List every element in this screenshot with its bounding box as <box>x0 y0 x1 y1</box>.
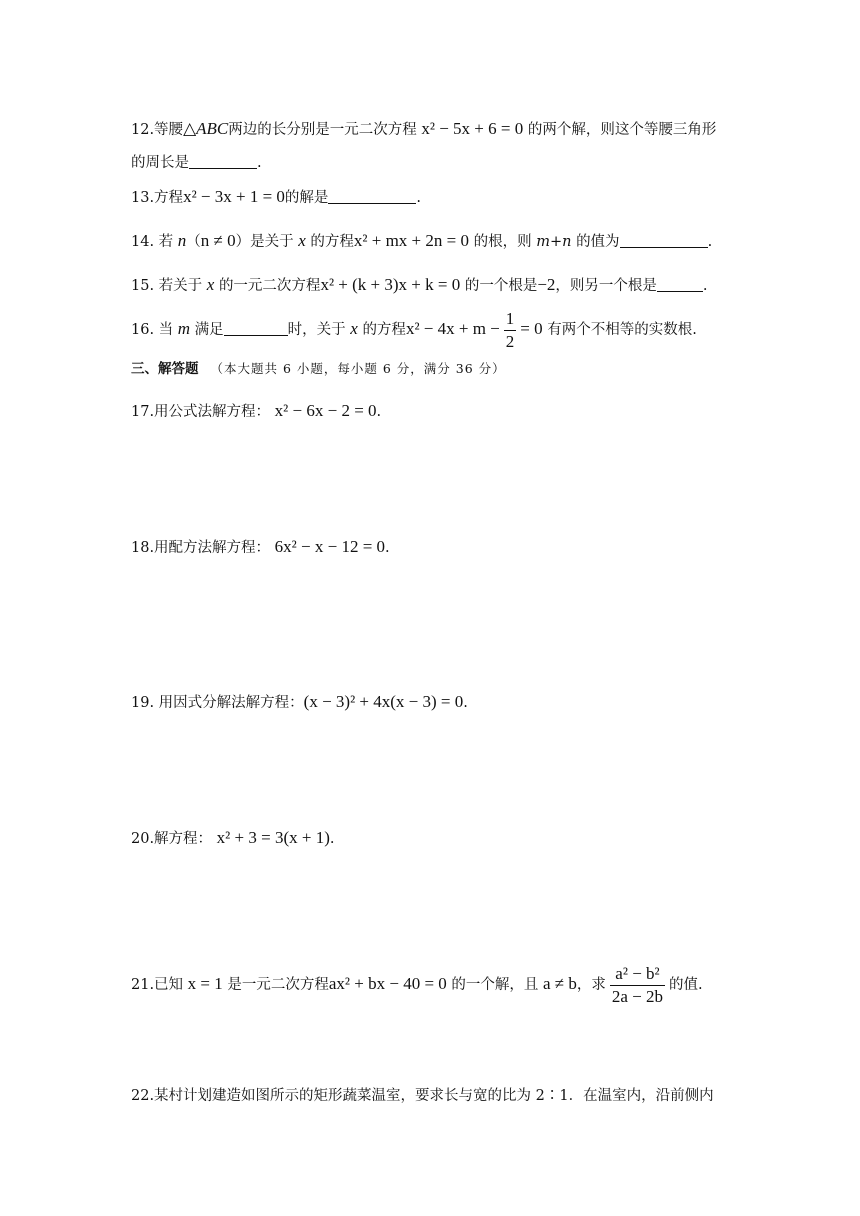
q14-tail: . <box>707 234 713 250</box>
q14-var-x: x <box>298 231 306 250</box>
p20-equation: x² + 3 = 3(x + 1) <box>216 828 330 847</box>
answer-blank <box>620 233 708 248</box>
p21-condition: x = 1 <box>187 974 223 993</box>
problem-22 <box>131 1083 760 1109</box>
q13-prefix: 13.方程 <box>131 190 184 206</box>
q12-line2: 的周长是 <box>131 155 189 171</box>
question-16 <box>131 307 760 353</box>
p22-text: 22.某村计划建造如图所示的矩形蔬菜温室，要求长与宽的比为 2∶1．在温室内，沿前侧内 <box>131 1088 714 1104</box>
q16-var-x: x <box>350 319 358 338</box>
p17-equation: x² − 6x − 2 = 0 <box>274 401 377 420</box>
q12-text2: 的两个解，则这个等腰三角形 <box>527 122 717 138</box>
q14-var-n: n <box>177 231 187 250</box>
answer-blank <box>189 154 257 169</box>
q12-text1: 两边的长分别是一元二次方程 <box>228 122 417 138</box>
q16-equation-left: x² − 4x + m − <box>405 319 500 338</box>
p19-equation: (x − 3)² + 4x(x − 3) = 0 <box>303 692 464 711</box>
answer-blank <box>224 321 288 336</box>
q14-paren-open: （ <box>186 234 201 250</box>
p21-inequality: a ≠ b <box>543 974 577 993</box>
p21-fraction-denominator: 2a − 2b <box>611 986 664 1006</box>
problem-20 <box>131 825 760 852</box>
question-12 <box>131 116 760 143</box>
section-3-title: 三、解答题 <box>131 361 199 377</box>
q16-text2: 时，关于 <box>287 322 346 338</box>
q16-fraction <box>504 308 517 353</box>
q15-prefix: 15. 若关于 <box>131 278 203 294</box>
q15-var-x: x <box>206 275 215 294</box>
q12-prefix: 12.等腰 <box>131 122 184 138</box>
question-15 <box>131 272 760 299</box>
q14-text3: 的值为 <box>576 234 620 250</box>
problem-18 <box>131 534 760 561</box>
q16-text1: 满足 <box>194 322 224 338</box>
q14-text1: 的方程 <box>310 234 354 250</box>
q14-mn: m+n <box>536 234 572 250</box>
section-3-header <box>131 356 760 382</box>
p20-tail: . <box>329 831 335 847</box>
p21-text2: 的一个解，且 <box>451 977 539 993</box>
q15-equation: x² + (k + 3)x + k = 0 <box>320 275 461 294</box>
p21-prefix: 21.已知 <box>131 977 184 993</box>
q15-text3: ，则另一个根是 <box>555 278 657 294</box>
q16-prefix: 16. 当 <box>131 322 174 338</box>
p21-fraction <box>610 963 665 1008</box>
q14-paren-close: ）是关于 <box>235 234 294 250</box>
q15-tail: . <box>702 278 708 294</box>
p18-tail: . <box>385 540 390 556</box>
q14-prefix: 14. 若 <box>131 234 174 250</box>
q16-equation-right: = 0 <box>520 319 543 338</box>
q12-tail: . <box>257 155 262 171</box>
q13-equation: x² − 3x + 1 = 0 <box>183 187 285 206</box>
q14-equation: x² + mx + 2n = 0 <box>353 231 469 250</box>
section-3-note: （本大题共 6 小题，每小题 6 分，满分 36 分） <box>210 361 506 376</box>
problem-21 <box>131 958 760 1011</box>
q15-text2: 的一个根是 <box>464 278 538 294</box>
q16-text3: 的方程 <box>362 322 406 338</box>
q16-fraction-denominator: 2 <box>505 331 515 351</box>
q16-text4: 有两个不相等的实数根. <box>547 322 697 338</box>
q12-triangle-name: ABC <box>196 119 229 138</box>
q15-root: −2 <box>537 275 556 294</box>
q16-fraction-numerator: 1 <box>504 308 517 331</box>
p21-text4: 的值. <box>669 977 703 993</box>
p17-tail: . <box>376 404 382 420</box>
p20-text: 20.解方程： <box>131 831 213 847</box>
p21-text3: ，求 <box>576 977 606 993</box>
question-12-line2 <box>131 150 760 176</box>
p17-text: 17.用公式法解方程： <box>131 404 271 420</box>
q12-equation: x² − 5x + 6 = 0 <box>421 119 524 138</box>
p21-fraction-numerator: a² − b² <box>610 963 665 986</box>
q16-var-m: m <box>177 319 191 338</box>
p21-equation: ax² + bx − 40 = 0 <box>328 974 447 993</box>
answer-blank <box>328 189 416 204</box>
problem-17 <box>131 398 760 425</box>
problem-19 <box>131 689 760 716</box>
p19-text: 19. 用因式分解法解方程： <box>131 695 304 711</box>
p18-text: 18.用配方法解方程： <box>131 540 271 556</box>
q13-tail: . <box>416 190 422 206</box>
answer-blank <box>657 277 703 292</box>
p18-equation: 6x² − x − 12 = 0 <box>274 537 386 556</box>
triangle-symbol: △ <box>183 119 197 138</box>
q14-condition: n ≠ 0 <box>200 231 236 250</box>
p21-text1: 是一元二次方程 <box>227 977 329 993</box>
q13-text: 的解是 <box>284 190 329 206</box>
question-14 <box>131 228 760 255</box>
question-13 <box>131 184 760 211</box>
p19-tail: . <box>463 695 468 711</box>
q14-text2: 的根，则 <box>473 234 532 250</box>
q15-text1: 的一元二次方程 <box>218 278 321 294</box>
